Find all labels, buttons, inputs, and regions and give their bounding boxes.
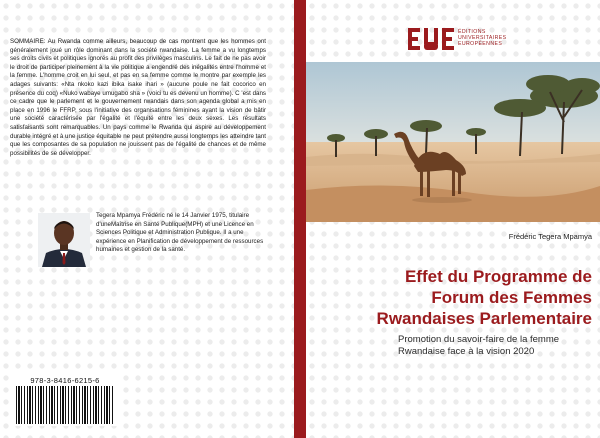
barcode	[12, 374, 118, 426]
cover-author: Frédéric Tegera Mpamya	[508, 232, 592, 241]
book-subtitle	[314, 334, 594, 358]
publisher-line: UNIVERSITAIRES	[458, 35, 507, 41]
author-portrait	[38, 213, 90, 267]
publisher-line: EUROPÉENNES	[458, 41, 503, 47]
book-spine	[294, 0, 306, 438]
subtitle-line: Rwandaise face à la vision 2020	[398, 346, 535, 357]
summary-text: SOMMAIRE: Au Rwanda comme ailleurs, beaucoup de cas montrent que les hommes ont généralement joué un rôle dominant dans la société rwandaise. La femme a vu longtemps ses droits civils et politiques ignorés au profit des privilèges masculins. Le fait de ne pas avoir le droit de participer pleinement à la vie politique a engendré des inégalités entre l'homme et la femme. L'homme croit en lui seul, et pas en sa femme comme le montre par exemple les adages suivants: «Nta nkoko kazi ibika isake ihari » (aucune poule ne fait cocorico en présence du coq) «Nuko wabaye umugabo sha » (voici tu es devenu un homme). C 'est dans ce cadre que le parlement et le gouvernement rwandais dans son agenda global a mis en place en 1996 le FFRP, sous l'initiative des organisations féminines ayant la vision de bâtir une société caractérisée par l'égalité et l'équité entre les deux sexes. Les résultats satisfaisants sont remarquables. Un pays comme le Rwanda qui aspire au développement durable intégré et à une justice équitable ne peut prétendre aussi longtemps les atteindre tant que les composantes de sa population ne jouissent pas de l'égalité de chances et de même possibilités de se développer.	[10, 38, 266, 157]
title-line: Effet du Programme de	[404, 267, 592, 286]
isbn-text: 978-3-8416-6215-6	[30, 376, 100, 385]
barcode-bars	[16, 386, 114, 424]
author-bio: Tegera Mpamya Frédéric né le 14 Janvier 1975, titulaire d'uneMaîtrise en Santé Publique(MPH) et une Licence en Sciences Politique et Administration Publique. Il a une expérience en Planification de développement de ressources humaines et gestion de la santé.	[96, 212, 264, 254]
eue-logo-icon	[408, 28, 454, 50]
book-title	[314, 266, 592, 329]
title-line: Rwandaises Parlementaire	[376, 309, 592, 328]
author-photo	[38, 213, 90, 267]
publisher-name	[458, 29, 588, 47]
publisher-line: ÉDITIONS	[458, 29, 486, 35]
publisher-logo	[408, 24, 592, 54]
cover-photo	[306, 62, 600, 222]
subtitle-line: Promotion du savoir-faire de la femme	[398, 334, 560, 345]
desert-camel-image	[306, 62, 600, 222]
front-cover	[306, 0, 600, 438]
title-line: Forum des Femmes	[431, 288, 592, 307]
back-cover	[0, 0, 294, 438]
